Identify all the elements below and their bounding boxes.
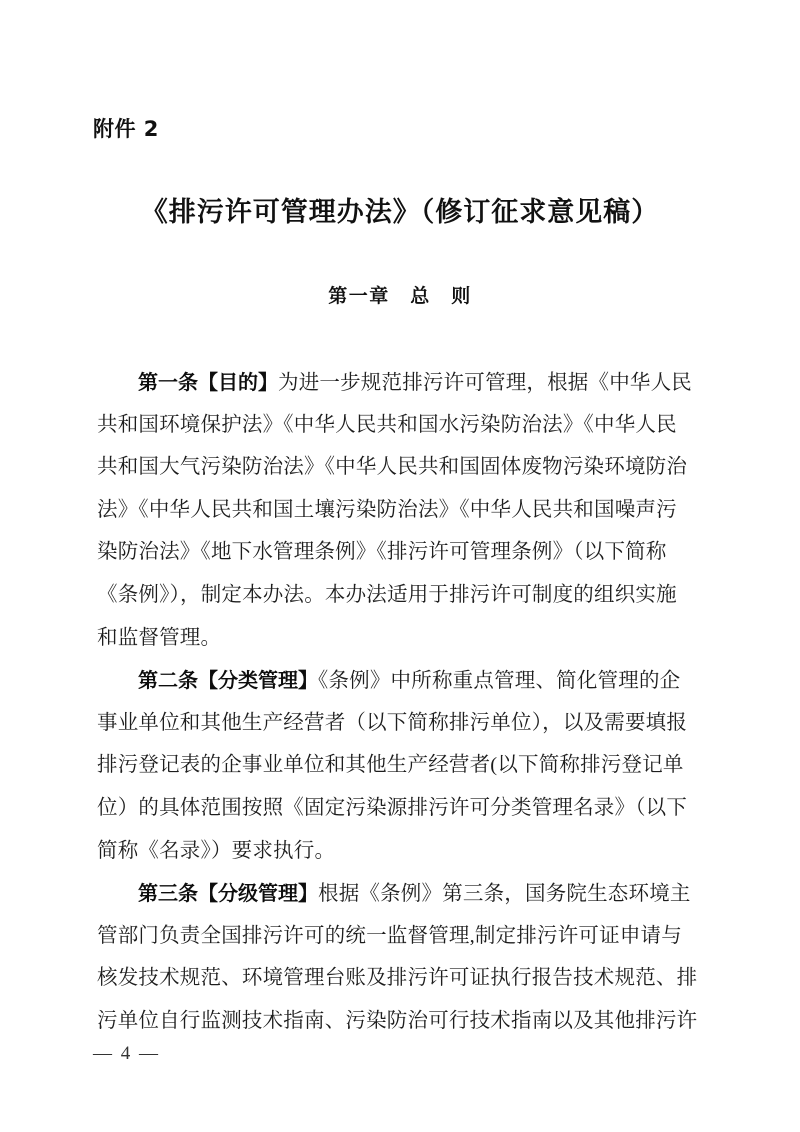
article-line: 核发技术规范、环境管理台账及排污许可证执行报告技术规范、排 xyxy=(97,967,698,990)
article-first-line xyxy=(97,659,705,702)
article-label: 第二条【分类管理】 xyxy=(138,668,318,693)
document-body xyxy=(97,361,705,1043)
article-line: 排污登记表的企事业单位和其他生产经营者(以下简称排污登记单 xyxy=(97,754,684,777)
article-line: 染防治法》《地下水管理条例》《排污许可管理条例》（以下简称 xyxy=(97,541,667,564)
article-line-text: 《条例》中所称重点管理、简化管理的企 xyxy=(318,670,681,693)
article-paragraph xyxy=(97,659,705,872)
page-title: 《排污许可管理办法》（修订征求意见稿） xyxy=(140,197,660,228)
article-line: 简称《名录》）要求执行。 xyxy=(97,839,336,862)
article-line-text: 根据《条例》第三条，国务院生态环境主 xyxy=(318,883,691,906)
article-label: 第一条【目的】 xyxy=(138,370,278,394)
attachment-label: 附件 2 xyxy=(93,117,159,141)
chapter-heading: 第一章 总 则 xyxy=(328,285,472,307)
article-label: 第三条【分级管理】 xyxy=(138,881,318,906)
page-number-footer: — 4 — xyxy=(93,1043,160,1064)
article-line: 《条例》），制定本办法。本办法适用于排污许可制度的组织实施 xyxy=(97,583,677,606)
article-paragraph xyxy=(97,361,705,659)
article-first-line xyxy=(97,361,705,404)
article-line: 和监督管理。 xyxy=(97,626,222,649)
article-line: 位）的具体范围按照《固定污染源排污许可分类管理名录》（以下 xyxy=(97,796,688,819)
article-line: 共和国大气污染防治法》《中华人民共和国固体废物污染环境防治 xyxy=(97,456,688,479)
article-line: 共和国环境保护法》《中华人民共和国水污染防治法》《中华人民 xyxy=(97,413,677,436)
article-line: 法》《中华人民共和国土壤污染防治法》《中华人民共和国噪声污 xyxy=(97,498,677,521)
article-line: 管部门负责全国排污许可的统一监督管理,制定排污许可证申请与 xyxy=(97,924,682,947)
article-line: 污单位自行监测技术指南、污染防治可行技术指南以及其他排污许 xyxy=(97,1009,698,1032)
article-paragraph xyxy=(97,872,705,1042)
article-line-text: 为进一步规范排污许可管理，根据《中华人民 xyxy=(278,372,692,394)
article-line: 事业单位和其他生产经营者（以下简称排污单位），以及需要填报 xyxy=(97,711,688,734)
article-first-line xyxy=(97,872,705,915)
